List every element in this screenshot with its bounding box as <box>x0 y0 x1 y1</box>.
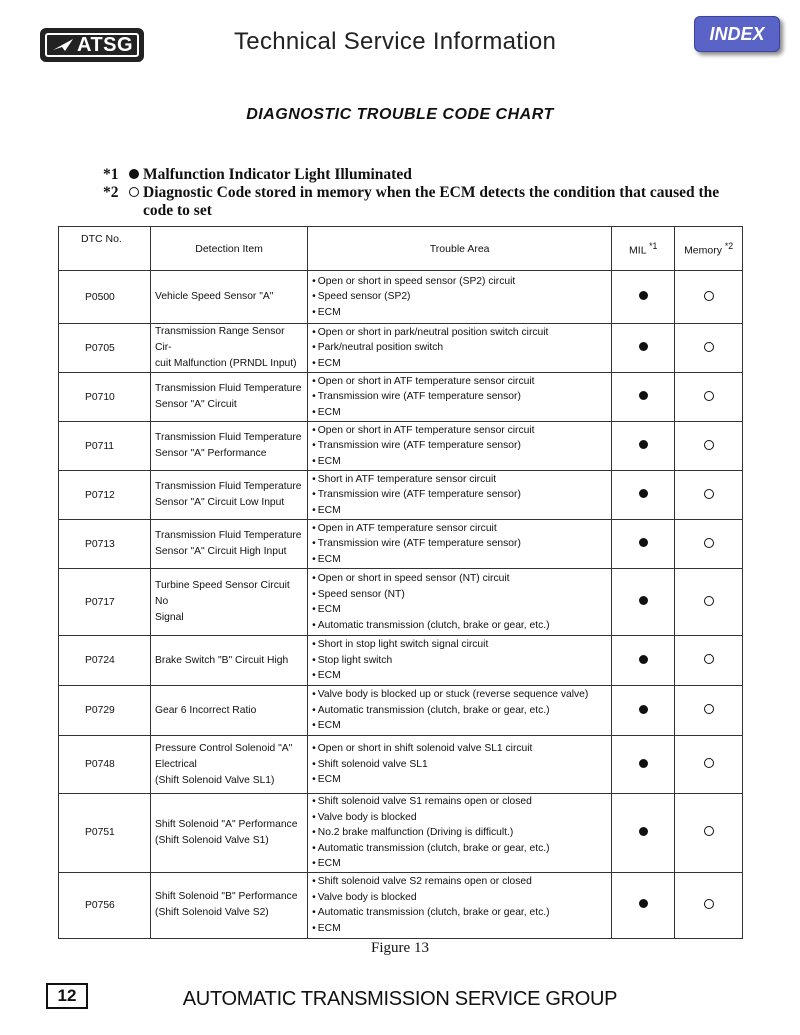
trouble-area <box>308 686 612 736</box>
dtc-code: P0724 <box>59 636 151 686</box>
dtc-code: P0500 <box>59 271 151 324</box>
detection-item-line: Sensor "A" Circuit Low Input <box>155 497 285 508</box>
trouble-area-line: • ECM <box>312 921 607 937</box>
legend-key: *2 <box>103 184 119 201</box>
logo-mark-icon <box>51 37 75 53</box>
detection-item-line: Gear 6 Incorrect Ratio <box>155 704 257 716</box>
header-mil-label: MIL <box>629 244 647 257</box>
header-detection-item: Detection Item <box>151 227 308 271</box>
trouble-area-line: • Shift solenoid valve S1 remains open or closed <box>312 794 607 810</box>
open-circle-icon <box>704 291 714 301</box>
detection-item <box>151 520 308 569</box>
memory-cell <box>675 569 743 636</box>
table-row <box>59 569 743 636</box>
detection-item <box>151 686 308 736</box>
memory-cell <box>675 271 743 324</box>
legend-text: Malfunction Indicator Light Illuminated <box>143 166 412 183</box>
open-circle-icon <box>704 826 714 836</box>
trouble-area <box>308 569 612 636</box>
legend-item <box>103 184 743 220</box>
header-memory <box>675 227 743 271</box>
trouble-area-line: • Transmission wire (ATF temperature sensor) <box>312 389 607 405</box>
trouble-area-line: • Transmission wire (ATF temperature sensor) <box>312 438 607 454</box>
trouble-area-line: • Open or short in ATF temperature sensor circuit <box>312 374 607 390</box>
table-row <box>59 471 743 520</box>
mil-cell <box>612 872 675 938</box>
trouble-area <box>308 794 612 873</box>
mil-cell <box>612 471 675 520</box>
detection-item <box>151 373 308 422</box>
trouble-area-line: • Automatic transmission (clutch, brake or gear, etc.) <box>312 703 607 719</box>
dtc-code: P0717 <box>59 569 151 636</box>
trouble-area-line: • Open in ATF temperature sensor circuit <box>312 521 607 537</box>
open-circle-icon <box>704 596 714 606</box>
trouble-area-line: • ECM <box>312 602 607 618</box>
memory-cell <box>675 686 743 736</box>
trouble-area-line: • Short in stop light switch signal circuit <box>312 637 607 653</box>
detection-item <box>151 872 308 938</box>
filled-circle-icon <box>639 596 648 605</box>
detection-item-line: Signal <box>155 612 184 623</box>
atsg-logo <box>40 28 144 62</box>
trouble-area-line: • ECM <box>312 405 607 421</box>
dtc-code: P0711 <box>59 422 151 471</box>
header-dtc: DTC No. <box>59 227 151 271</box>
trouble-area-line: • Valve body is blocked up or stuck (reverse sequence valve) <box>312 687 607 703</box>
filled-circle-icon <box>639 440 648 449</box>
memory-cell <box>675 422 743 471</box>
dtc-code: P0710 <box>59 373 151 422</box>
page-title: Technical Service Information <box>234 28 557 55</box>
trouble-area-line: • Automatic transmission (clutch, brake or gear, etc.) <box>312 618 607 634</box>
header-mil <box>612 227 675 271</box>
index-button[interactable]: INDEX <box>694 16 780 52</box>
trouble-area-line: • ECM <box>312 718 607 734</box>
detection-item-line: Transmission Fluid Temperature <box>155 530 302 541</box>
footer-text: AUTOMATIC TRANSMISSION SERVICE GROUP <box>182 988 618 1010</box>
trouble-area-line: • Stop light switch <box>312 653 607 669</box>
trouble-area-line: • ECM <box>312 772 607 788</box>
detection-item <box>151 569 308 636</box>
mil-cell <box>612 520 675 569</box>
figure-caption: Figure 13 <box>371 940 429 956</box>
table-row <box>59 271 743 324</box>
detection-item-line: (Shift Solenoid Valve S1) <box>155 834 269 846</box>
detection-item-line: Transmission Fluid Temperature <box>155 481 302 492</box>
trouble-area-line: • Open or short in speed sensor (NT) circuit <box>312 571 607 587</box>
trouble-area-line: • ECM <box>312 454 607 470</box>
table-row <box>59 324 743 373</box>
detection-item-line: Transmission Fluid Temperature <box>155 383 302 394</box>
trouble-area-line: • No.2 brake malfunction (Driving is difficult.) <box>312 825 607 841</box>
detection-item <box>151 736 308 794</box>
legend-text: Diagnostic Code stored in memory when the ECM detects the condition that caused the code to set <box>143 184 720 219</box>
trouble-area <box>308 324 612 373</box>
trouble-area-line: • ECM <box>312 552 607 568</box>
detection-item-line: (Shift Solenoid Valve SL1) <box>155 774 275 786</box>
trouble-area-line: • Park/neutral position switch <box>312 340 607 356</box>
legend-item <box>103 166 743 184</box>
filled-circle-icon <box>639 899 648 908</box>
filled-circle-icon <box>639 538 648 547</box>
filled-circle-icon <box>639 291 648 300</box>
trouble-area-line: • Open or short in park/neutral position switch circuit <box>312 325 607 341</box>
detection-item <box>151 794 308 873</box>
dtc-code: P0748 <box>59 736 151 794</box>
trouble-area-line: • ECM <box>312 856 607 872</box>
filled-circle-icon <box>125 166 143 184</box>
detection-item <box>151 271 308 324</box>
trouble-area-line: • Short in ATF temperature sensor circuit <box>312 472 607 488</box>
trouble-area-line: • Valve body is blocked <box>312 890 607 906</box>
open-circle-icon <box>704 654 714 664</box>
open-circle-icon <box>704 391 714 401</box>
table-header-row <box>59 227 743 271</box>
memory-cell <box>675 324 743 373</box>
mil-cell <box>612 794 675 873</box>
filled-circle-icon <box>639 391 648 400</box>
detection-item-line: Brake Switch "B" Circuit High <box>155 654 289 666</box>
trouble-area-line: • Open or short in ATF temperature sensor circuit <box>312 423 607 439</box>
open-circle-icon <box>704 538 714 548</box>
trouble-area-line: • Open or short in shift solenoid valve SL1 circuit <box>312 741 607 757</box>
trouble-area-line: • ECM <box>312 305 607 321</box>
mil-cell <box>612 324 675 373</box>
table-row <box>59 520 743 569</box>
header-mil-sup: *1 <box>649 240 658 251</box>
table-row <box>59 422 743 471</box>
trouble-area <box>308 636 612 686</box>
open-circle-icon <box>704 704 714 714</box>
table-row <box>59 373 743 422</box>
table-row <box>59 794 743 873</box>
detection-item-line: Shift Solenoid "B" Performance <box>155 891 298 902</box>
dtc-table <box>58 226 743 939</box>
dtc-code: P0712 <box>59 471 151 520</box>
open-circle-icon <box>704 489 714 499</box>
trouble-area-line: • Speed sensor (SP2) <box>312 289 607 305</box>
table-row <box>59 636 743 686</box>
mil-cell <box>612 569 675 636</box>
trouble-area <box>308 736 612 794</box>
memory-cell <box>675 736 743 794</box>
memory-cell <box>675 373 743 422</box>
detection-item-line: Sensor "A" Circuit High Input <box>155 546 287 557</box>
detection-item <box>151 636 308 686</box>
detection-item-line: Pressure Control Solenoid "A" <box>155 742 293 754</box>
filled-circle-icon <box>639 489 648 498</box>
page-number: 12 <box>46 983 88 1009</box>
chart-title: DIAGNOSTIC TROUBLE CODE CHART <box>246 106 554 123</box>
trouble-area-line: • Automatic transmission (clutch, brake or gear, etc.) <box>312 841 607 857</box>
trouble-area-line: • Shift solenoid valve SL1 <box>312 757 607 773</box>
trouble-area-line: • Transmission wire (ATF temperature sensor) <box>312 536 607 552</box>
legend <box>103 166 743 220</box>
detection-item-line: Sensor "A" Circuit <box>155 399 237 410</box>
trouble-area <box>308 872 612 938</box>
filled-circle-icon <box>639 705 648 714</box>
logo-text: ATSG <box>77 33 134 56</box>
trouble-area-line: • ECM <box>312 668 607 684</box>
table-row <box>59 872 743 938</box>
open-circle-icon <box>704 440 714 450</box>
detection-item-line: Vehicle Speed Sensor "A" <box>155 291 274 302</box>
trouble-area-line: • ECM <box>312 503 607 519</box>
filled-circle-icon <box>639 342 648 351</box>
header-trouble-area: Trouble Area <box>308 227 612 271</box>
trouble-area-line: • Speed sensor (NT) <box>312 587 607 603</box>
open-circle-icon <box>704 342 714 352</box>
memory-cell <box>675 520 743 569</box>
detection-item-line: Shift Solenoid "A" Performance <box>155 818 298 830</box>
detection-item-line: Turbine Speed Sensor Circuit No <box>155 580 290 607</box>
memory-cell <box>675 794 743 873</box>
header-memory-label: Memory <box>684 244 722 257</box>
detection-item-line: Sensor "A" Performance <box>155 448 267 459</box>
dtc-code: P0729 <box>59 686 151 736</box>
trouble-area-line: • ECM <box>312 356 607 372</box>
table-row <box>59 686 743 736</box>
memory-cell <box>675 872 743 938</box>
mil-cell <box>612 271 675 324</box>
open-circle-icon <box>704 758 714 768</box>
detection-item-line: Electrical <box>155 758 197 770</box>
filled-circle-icon <box>639 655 648 664</box>
trouble-area-line: • Open or short in speed sensor (SP2) circuit <box>312 274 607 290</box>
detection-item <box>151 324 308 373</box>
mil-cell <box>612 736 675 794</box>
mil-cell <box>612 636 675 686</box>
detection-item-line: cuit Malfunction (PRNDL Input) <box>155 358 297 369</box>
memory-cell <box>675 636 743 686</box>
dtc-code: P0751 <box>59 794 151 873</box>
trouble-area-line: • Shift solenoid valve S2 remains open or closed <box>312 874 607 890</box>
dtc-code: P0756 <box>59 872 151 938</box>
detection-item <box>151 471 308 520</box>
trouble-area-line: • Valve body is blocked <box>312 810 607 826</box>
open-circle-icon <box>125 184 143 220</box>
trouble-area-line: • Transmission wire (ATF temperature sensor) <box>312 487 607 503</box>
header-memory-sup: *2 <box>724 240 734 251</box>
mil-cell <box>612 422 675 471</box>
trouble-area <box>308 271 612 324</box>
dtc-code: P0713 <box>59 520 151 569</box>
trouble-area <box>308 422 612 471</box>
filled-circle-icon <box>639 759 648 768</box>
dtc-code: P0705 <box>59 324 151 373</box>
detection-item-line: Transmission Fluid Temperature <box>155 432 302 443</box>
open-circle-icon <box>704 899 714 909</box>
trouble-area-line: • Automatic transmission (clutch, brake or gear, etc.) <box>312 905 607 921</box>
trouble-area <box>308 471 612 520</box>
detection-item <box>151 422 308 471</box>
filled-circle-icon <box>639 827 648 836</box>
memory-cell <box>675 471 743 520</box>
trouble-area <box>308 373 612 422</box>
detection-item-line: (Shift Solenoid Valve S2) <box>155 907 269 918</box>
detection-item-line: Transmission Range Sensor Cir- <box>155 326 285 353</box>
table-row <box>59 736 743 794</box>
trouble-area <box>308 520 612 569</box>
mil-cell <box>612 373 675 422</box>
legend-key: *1 <box>103 166 119 183</box>
mil-cell <box>612 686 675 736</box>
